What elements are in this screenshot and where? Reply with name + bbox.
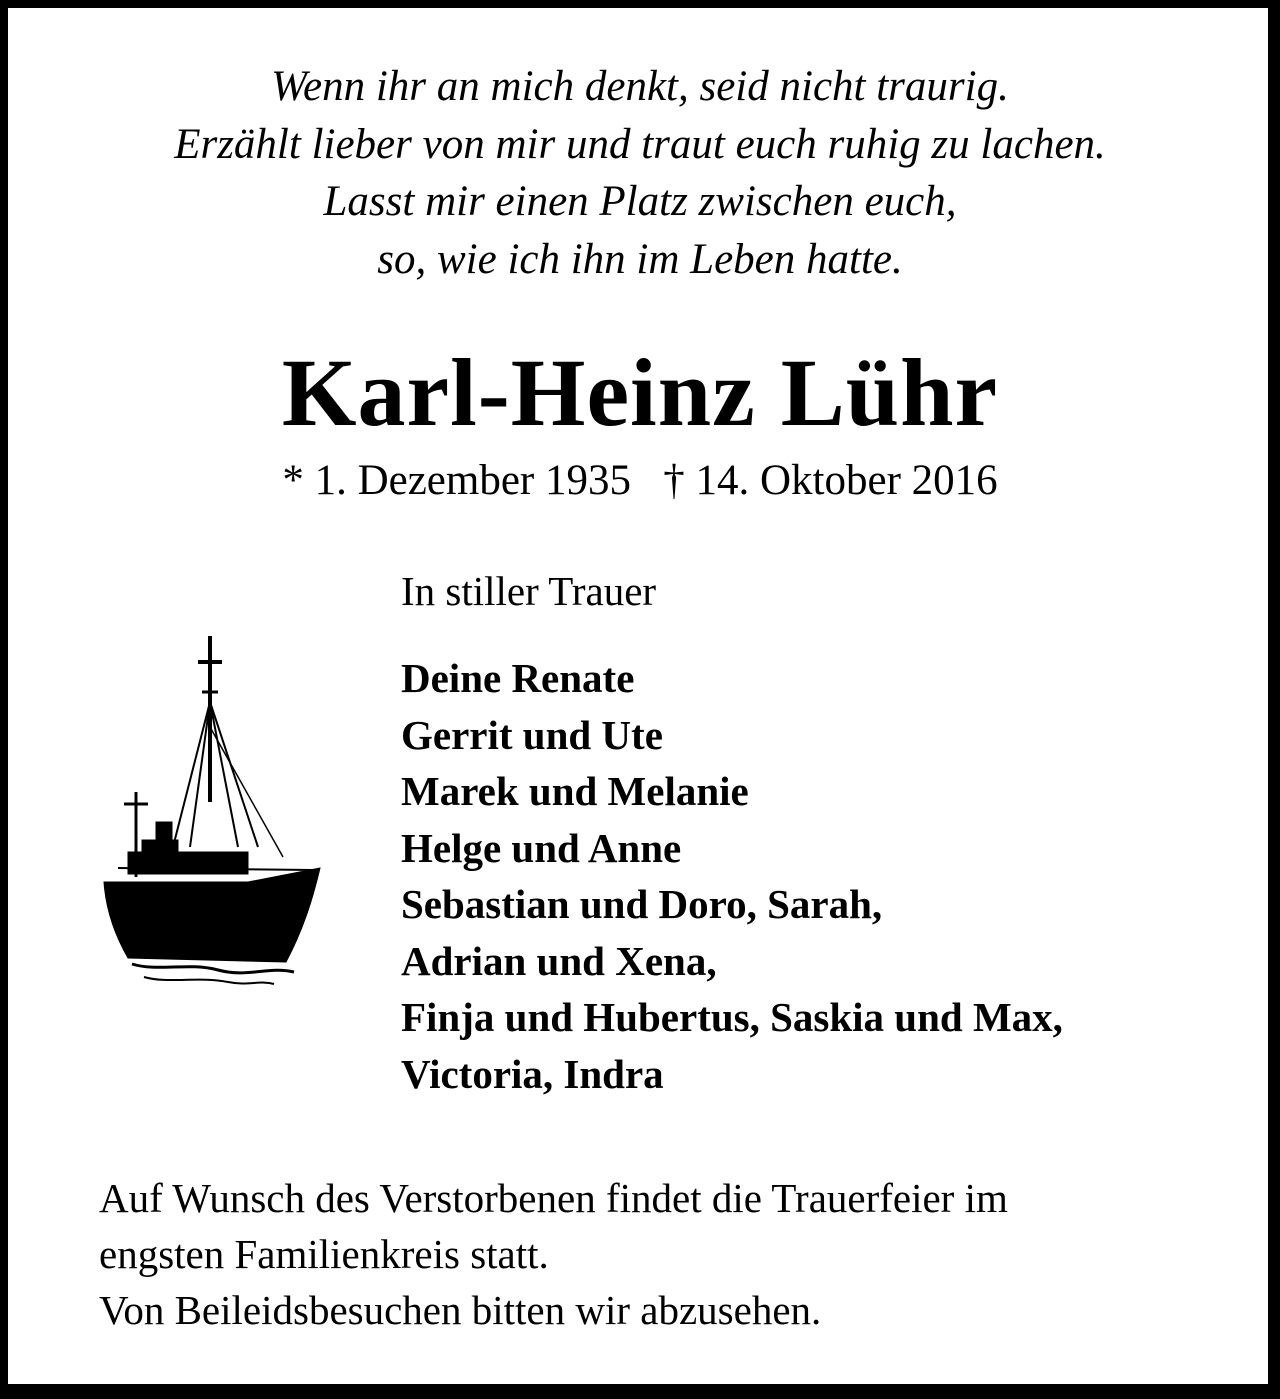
mourner-name: Adrian und Xena,	[401, 937, 717, 984]
deceased-name: Karl-Heinz Lühr	[281, 339, 999, 446]
mourner-name: Deine Renate	[401, 655, 635, 701]
funeral-notice	[99, 1170, 1008, 1338]
poem-line: Lasst mir einen Platz zwischen euch,	[323, 178, 957, 225]
notice-line: Auf Wunsch des Verstorbenen findet die Trauerfeier im	[99, 1175, 1008, 1221]
mourner-name: Helge und Anne	[401, 824, 682, 871]
poem	[0, 58, 1280, 288]
mourner-list	[401, 650, 1063, 1102]
poem-line: Erzählt lieber von mir und traut euch ruhig zu lachen.	[174, 120, 1106, 168]
mourner-name: Gerrit und Ute	[401, 711, 663, 758]
poem-line: Wenn ihr an mich denkt, seid nicht traurig.	[271, 63, 1009, 110]
mourning-intro: In stiller Trauer	[401, 568, 657, 614]
birth-date: * 1. Dezember 1935	[282, 457, 631, 504]
notice-line: Von Beileidsbesuchen bitten wir abzusehen.	[99, 1287, 822, 1333]
death-date: † 14. Oktober 2016	[663, 457, 998, 504]
poem-line: so, wie ich ihn im Leben hatte.	[377, 235, 903, 283]
ship-icon	[98, 632, 324, 992]
notice-line: engsten Familienkreis statt.	[99, 1231, 549, 1277]
mourner-name: Marek und Melanie	[401, 768, 749, 814]
mourner-name: Finja und Hubertus, Saskia und Max,	[401, 994, 1063, 1040]
life-dates	[0, 453, 1280, 509]
mourner-name: Sebastian und Doro, Sarah,	[401, 881, 883, 927]
mourner-name: Victoria, Indra	[401, 1050, 664, 1097]
